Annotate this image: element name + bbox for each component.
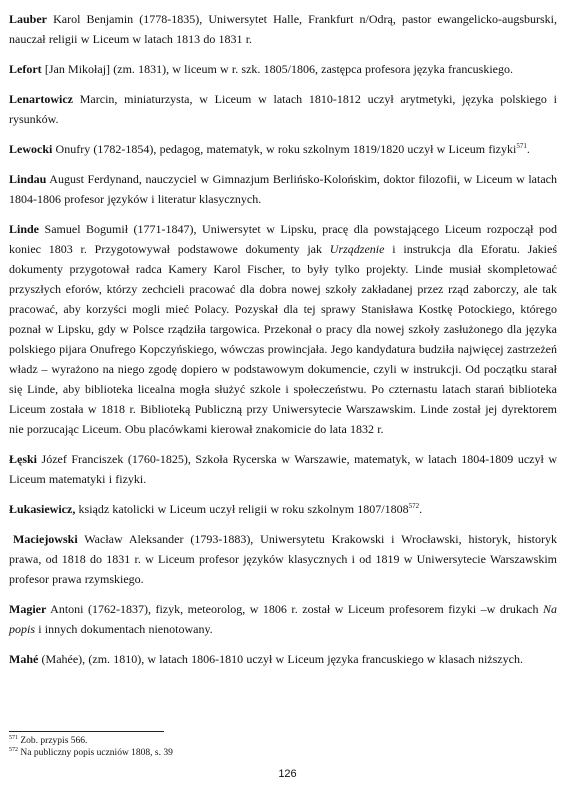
footnote-number: 572 <box>9 746 18 753</box>
entry-text: Samuel Bogumił (1771-1847), Uniwersytet w Lipsku, pracę dla powstającego Liceum rozpoczął pod koniec 1803 r. Przygotowywał podstawowe dokumenty jak <box>9 222 557 256</box>
entry-magier <box>9 599 557 639</box>
entry-text: Onufry (1782-1854), pedagog, matematyk, w roku szkolnym 1819/1820 uczył w Liceum fizyki <box>55 142 517 156</box>
entry-lukasiewicz <box>9 499 557 519</box>
footnote-text: Na publiczny popis uczniów 1808, s. 39 <box>20 748 173 758</box>
entry-name: Lauber <box>9 12 48 26</box>
entry-text: ksiądz katolicki w Liceum uczył religii w roku szkolnym 1807/1808 <box>75 502 409 516</box>
biographical-entries <box>9 9 557 679</box>
entry-text-continued: i innych dokumentach nienotowany. <box>35 622 213 636</box>
footnote-item <box>9 735 173 747</box>
entry-text: (Mahée), (zm. 1810), w latach 1806-1810 uczył w Liceum języka francuskiego w klasach niższych. <box>41 652 523 666</box>
entry-lenartowicz <box>9 89 557 129</box>
entry-leski <box>9 449 557 489</box>
entry-lauber <box>9 9 557 49</box>
entry-lindau <box>9 169 557 209</box>
footnotes <box>9 735 173 759</box>
entry-text: [Jan Mikołaj] (zm. 1831), w liceum w r. szk. 1805/1806, zastępca profesora języka francuskiego. <box>44 62 513 76</box>
entry-punctuation: . <box>419 502 423 516</box>
entry-punctuation: . <box>526 142 530 156</box>
entry-name: Magier <box>9 602 47 616</box>
entry-text: August Ferdynand, nauczyciel w Gimnazjum Berlińsko-Kolońskim, doktor filozofii, w Liceum w latach 1804-1806 profesor języków i literatur klasycznych. <box>9 172 557 206</box>
entry-name: Lewocki <box>9 142 53 156</box>
entry-text: Marcin, miniaturzysta, w Liceum w latach 1810-1812 uczył arytmetyki, języka polskiego i rysunków. <box>9 92 557 126</box>
footnote-divider <box>9 731 164 732</box>
entry-text: Karol Benjamin (1778-1835), Uniwersytet Halle, Frankfurt n/Odrą, pastor ewangelicko-augsburski, nauczał religii w Liceum w latach 1813 do 1831 r. <box>9 12 558 46</box>
entry-lewocki <box>9 139 557 159</box>
entry-name: Linde <box>9 222 40 236</box>
entry-text: Józef Franciszek (1760-1825), Szkoła Rycerska w Warszawie, matematyk, w latach 1804-1809 uczył w Liceum matematyki i fizyki. <box>9 452 558 486</box>
entry-linde <box>9 219 557 439</box>
entry-text: Wacław Aleksander (1793-1883), Uniwersytetu Krakowski i Wrocławski, historyk, historyk prawa, od 1818 do 1831 r. w Liceum profesor języków klasycznych i od 1819 w Uniwersytecie Warszawskim profesor prawa rzymskiego. <box>9 532 557 586</box>
footnote-item <box>9 747 173 759</box>
footnote-ref[interactable]: 572 <box>408 502 420 510</box>
entry-name: Łukasiewicz, <box>9 502 76 516</box>
entry-text-continued: i instrukcja dla Eforatu. Jakieś dokumenty przygotował radca Kamery Karol Fischer, to były tylko projekty. Linde musiał skompletować przyszłych eforów, którzy zechcieli pracować dla dobra nowej szkoły zakładanej przez rząd zaborczy, ale tak pracować, aby korzyści mogli mieć Polacy. Pozyskał dla tej sprawy Stanisława Kostkę Potockiego, którego poznał w Lipsku, gdy w Polsce rządziła targowica. Przekonał o pracy dla nowej szkoły zasłużonego dla języka polskiego pijara Onufrego Kopczyńskiego, wówczas prowincjała. Jego kandydatura budziła najwięcej zastrzeżeń władz – wyrażono na niego zgodę dopiero w podstawowym dokumencie, czyli w instrukcji. Od początku starał się Linde, aby biblioteka licealna mogła służyć szkole i społeczeństwu. Po czternastu latach starań biblioteka Liceum została w 1818 r. Biblioteką Publiczną przy Uniwersytecie Warszawskim. Linde został jej dyrektorem nie porzucając Liceum. Obu placówkami kierował znakomicie do lata 1832 r. <box>9 242 557 436</box>
entry-name: Maciejowski <box>13 532 78 546</box>
footnote-number: 571 <box>9 734 18 741</box>
entry-italic-title: Urządzenie <box>329 242 385 256</box>
footnote-ref[interactable]: 571 <box>516 142 527 150</box>
entry-lefort <box>9 59 557 79</box>
entry-name: Mahé <box>9 652 39 666</box>
entry-text: Antoni (1762-1837), fizyk, meteorolog, w 1806 r. został w Liceum profesorem fizyki –w drukach <box>50 602 543 616</box>
entry-name: Lefort <box>9 62 42 76</box>
entry-name: Lenartowicz <box>9 92 73 106</box>
entry-italic-title: Na popis <box>9 602 557 636</box>
entry-name: Lindau <box>9 172 47 186</box>
entry-name: Łęski <box>9 452 38 466</box>
page-number: 126 <box>278 768 297 780</box>
footnote-text: Zob. przypis 566. <box>20 736 88 746</box>
entry-mahe <box>9 649 557 669</box>
entry-maciejowski <box>9 529 557 589</box>
